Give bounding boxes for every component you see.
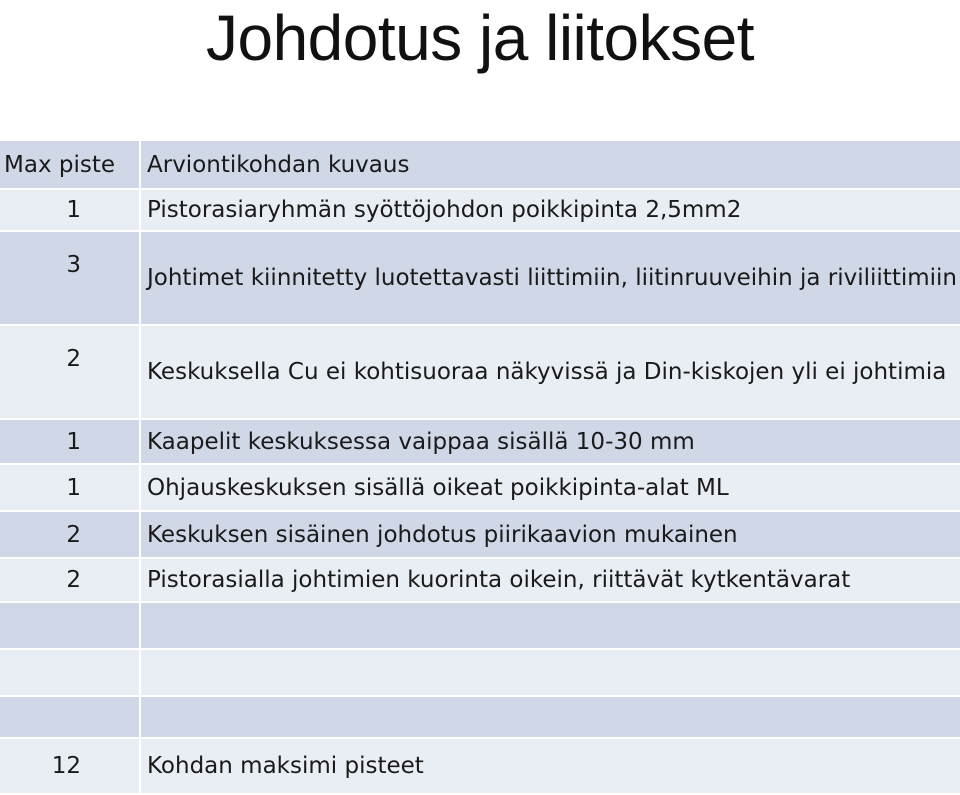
header-description: Arviontikohdan kuvaus	[141, 141, 960, 190]
row-description: Johtimet kiinnitetty luotettavasti liittimiin, liitinruuveihin ja riviliittimiin	[141, 232, 960, 326]
table-row	[0, 512, 960, 559]
table-row	[0, 420, 960, 465]
table-row-empty	[0, 603, 960, 650]
row-points: 2	[0, 559, 141, 603]
empty-cell	[141, 697, 960, 739]
row-description: Pistorasialla johtimien kuorinta oikein, riittävät kytkentävarat	[141, 559, 960, 603]
row-points: 2	[0, 326, 141, 420]
header-points: Max piste	[0, 141, 141, 190]
table-total-row	[0, 739, 960, 795]
empty-cell	[0, 650, 141, 697]
table-row	[0, 326, 960, 420]
row-points: 1	[0, 420, 141, 465]
table-row-empty	[0, 650, 960, 697]
table-row-empty	[0, 697, 960, 739]
empty-cell	[0, 603, 141, 650]
empty-cell	[0, 697, 141, 739]
row-description: Ohjauskeskuksen sisällä oikeat poikkipinta-alat ML	[141, 465, 960, 512]
row-description: Keskuksen sisäinen johdotus piirikaavion mukainen	[141, 512, 960, 559]
row-description: Keskuksella Cu ei kohtisuoraa näkyvissä ja Din-kiskojen yli ei johtimia	[141, 326, 960, 420]
row-description: Kaapelit keskuksessa vaippaa sisällä 10-30 mm	[141, 420, 960, 465]
empty-cell	[141, 650, 960, 697]
table-row	[0, 465, 960, 512]
table-row	[0, 559, 960, 603]
row-points: 1	[0, 190, 141, 232]
table-header-row	[0, 141, 960, 190]
row-points: 1	[0, 465, 141, 512]
row-points: 2	[0, 512, 141, 559]
row-description: Pistorasiaryhmän syöttöjohdon poikkipinta 2,5mm2	[141, 190, 960, 232]
total-description: Kohdan maksimi pisteet	[141, 739, 960, 795]
scoring-table	[0, 141, 960, 795]
page-title: Johdotus ja liitokset	[205, 2, 755, 74]
table-row	[0, 232, 960, 326]
empty-cell	[141, 603, 960, 650]
total-points: 12	[0, 739, 141, 795]
row-points: 3	[0, 232, 141, 326]
table-row	[0, 190, 960, 232]
